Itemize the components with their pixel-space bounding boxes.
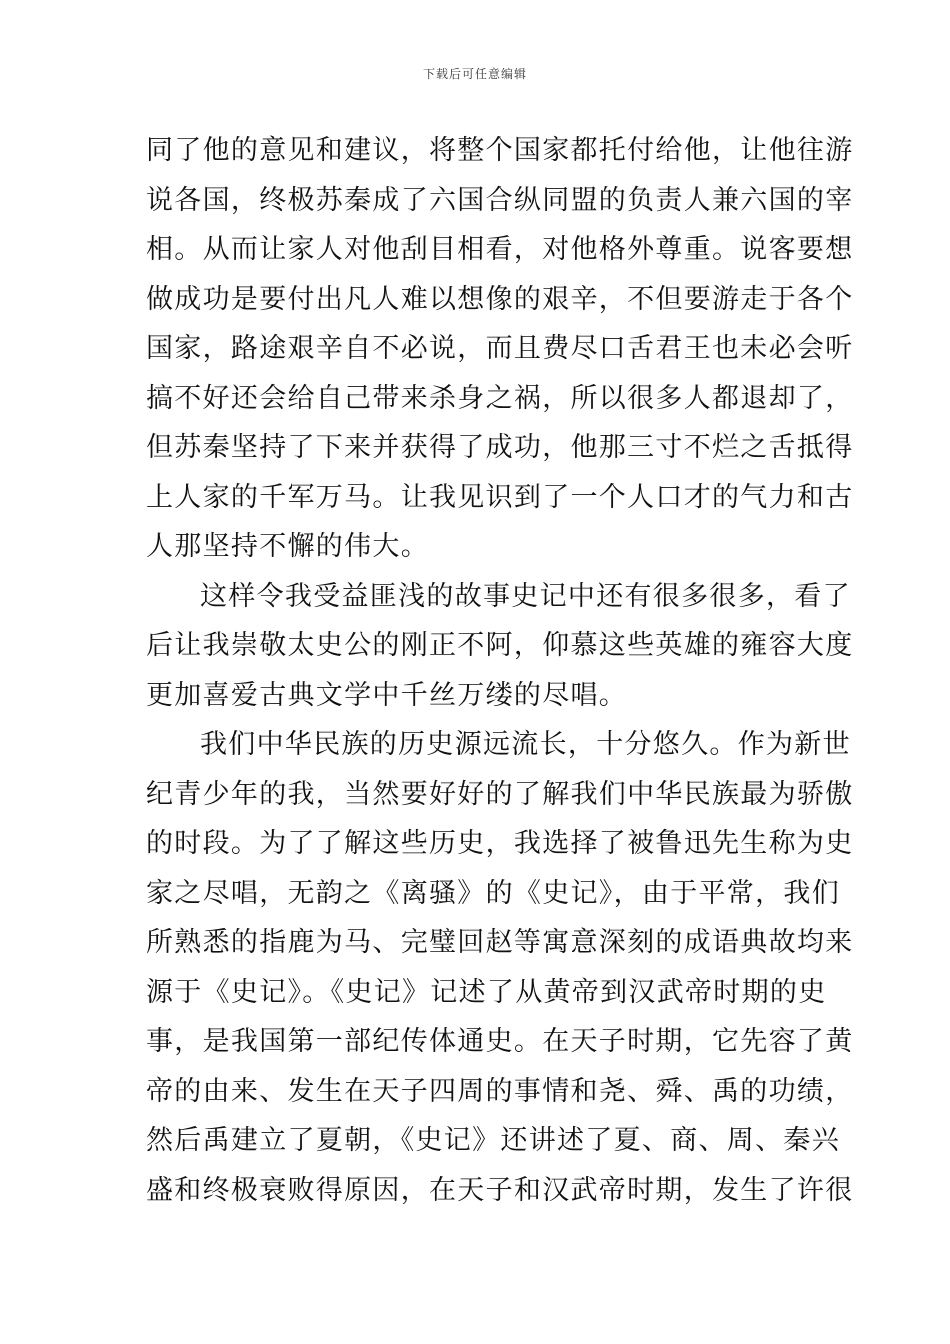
text-line: 上人家的千军万马。让我见识到了一个人口才的气力和古 [146,481,854,513]
document-body [146,126,854,1215]
text-line: 家之尽唱，无韵之《离骚》的《史记》，由于平常，我们 [146,877,840,909]
text-line: 盛和终极衰败得原因，在天子和汉武帝时期，发生了许很 [146,1174,854,1206]
text-line: 的时段。为了了解这些历史，我选择了被鲁迅先生称为史 [146,828,854,859]
paragraph [146,720,854,1215]
text-line: 帝的由来、发生在天子四周的事情和尧、舜、禹的功绩， [146,1075,854,1107]
text-line: 纪青少年的我，当然要好好的了解我们中华民族最为骄傲 [146,778,854,810]
text-line: 国家，路途艰辛自不必说，而且费尽口舌君王也未必会听 [146,333,854,364]
text-line: 但苏秦坚持了下来并获得了成功，他那三寸不烂之舌抵得 [146,432,854,463]
text-line: 说各国，终极苏秦成了六国合纵同盟的负责人兼六国的宰 [146,184,854,216]
text-line: 相。从而让家人对他刮目相看，对他格外尊重。说客要想 [146,234,854,265]
text-line: 事，是我国第一部纪传体通史。在天子时期，它先容了黄 [146,1026,854,1057]
text-line: 然后禹建立了夏朝，《史记》还讲述了夏、商、周、秦兴 [146,1125,840,1156]
text-line: 更加喜爱古典文学中千丝万缕的尽唱。 [146,679,628,711]
text-line: 源于《史记》。《史记》记述了从黄帝到汉武帝时期的史 [146,976,827,1008]
page-header: 下载后可任意编辑 [422,67,527,81]
paragraph [146,572,854,721]
text-line: 我们中华民族的历史源远流长，十分悠久。作为新世 [200,729,851,760]
text-line: 做成功是要付出凡人难以想像的艰辛，不但要游走于各个 [146,283,854,315]
text-line: 同了他的意见和建议，将整个国家都托付给他，让他往游 [146,135,854,166]
text-line: 搞不好还会给自己带来杀身之祸，所以很多人都退却了， [146,382,854,414]
text-line: 人那坚持不懈的伟大。 [146,531,429,562]
text-line: 这样令我受益匪浅的故事史记中还有很多很多，看了 [200,580,851,612]
text-line: 后让我崇敬太史公的刚正不阿，仰慕这些英雄的雍容大度 [146,630,854,661]
paragraph [146,126,854,572]
text-line: 所熟悉的指鹿为马、完璧回赵等寓意深刻的成语典故均来 [146,927,854,958]
